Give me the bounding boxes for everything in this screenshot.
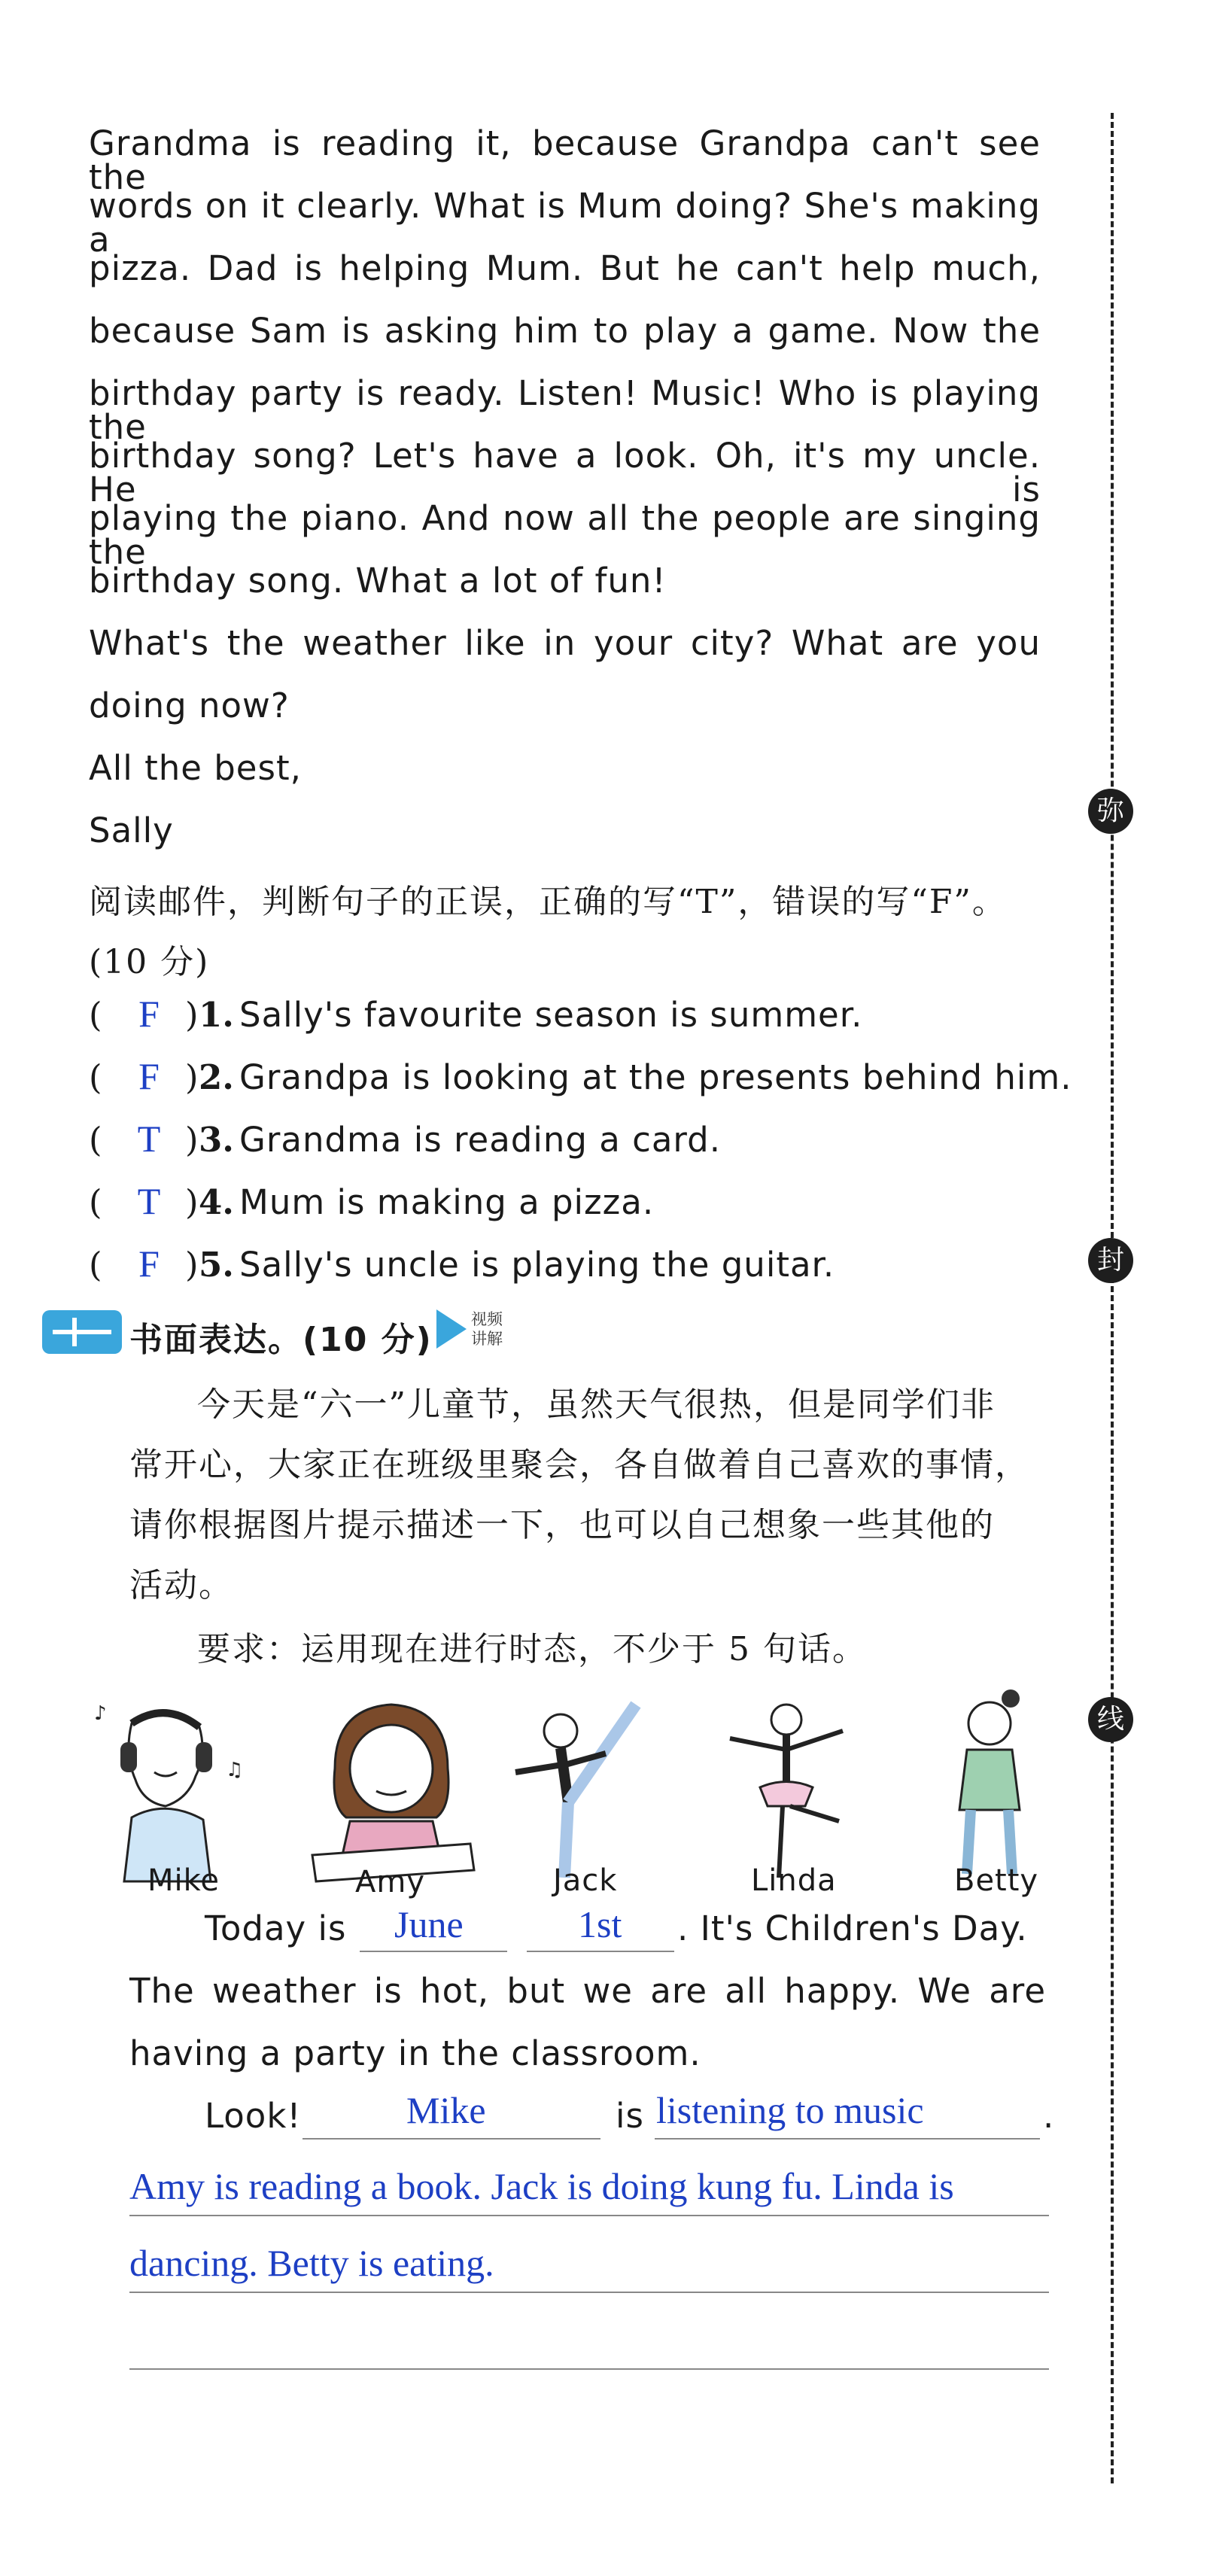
tf-answer[interactable]: F	[138, 993, 160, 1035]
tf-answer[interactable]: T	[137, 1180, 161, 1222]
binding-seal: 弥	[1088, 789, 1133, 834]
tf-number: 3.	[199, 1120, 234, 1160]
letter-line: doing now?	[89, 686, 290, 725]
reading-score: (10 分)	[89, 943, 210, 981]
tf-answer[interactable]: T	[137, 1118, 161, 1160]
video-explain-button[interactable]	[436, 1309, 534, 1352]
blank-activity[interactable]: listening to music	[656, 2089, 924, 2131]
binding-seal: 线	[1088, 1697, 1133, 1742]
character-name: Mike	[147, 1863, 220, 1898]
answer-line[interactable]: Amy is reading a book. Jack is doing kung fu. Linda is	[129, 2165, 954, 2207]
paren-close: )	[185, 1182, 199, 1222]
svg-text:♫: ♫	[226, 1759, 244, 1781]
character-name: Linda	[751, 1863, 837, 1898]
blank-underline	[655, 2138, 1040, 2140]
composition-line: The weather is hot, but we are all happy. We are	[129, 1971, 1046, 2011]
is-label: is	[616, 2096, 644, 2136]
paren-open: (	[89, 995, 102, 1035]
blank-name[interactable]: Mike	[406, 2089, 486, 2131]
composition-line: having a party in the classroom.	[129, 2033, 701, 2073]
letter-signature: Sally	[89, 811, 174, 850]
play-icon	[436, 1309, 467, 1349]
writing-line	[129, 2215, 1049, 2216]
letter-line: playing the piano. And now all the people are singing the	[89, 498, 1041, 572]
prompt-line: 今天是“六一”儿童节，虽然天气很热，但是同学们非	[197, 1385, 996, 1424]
writing-line	[129, 2292, 1049, 2293]
answer-line[interactable]: dancing. Betty is eating.	[129, 2242, 494, 2284]
letter-line: birthday song. What a lot of fun!	[89, 561, 667, 601]
paren-open: (	[89, 1120, 102, 1160]
letter-line: because Sam is asking him to play a game. Now the	[89, 311, 1041, 351]
tf-statement: Sally's favourite season is summer.	[239, 995, 863, 1035]
binding-seal: 封	[1088, 1238, 1133, 1283]
blank-underline	[303, 2138, 600, 2140]
letter-line: birthday party is ready. Listen! Music! Who is playing the	[89, 373, 1041, 447]
tf-statement: Grandma is reading a card.	[239, 1120, 722, 1160]
amy-illustration	[305, 1693, 478, 1889]
prompt-line: 常开心，大家正在班级里聚会，各自做着自己喜欢的事情，	[129, 1446, 1029, 1484]
blank-day[interactable]: 1st	[578, 1903, 622, 1945]
tf-statement: Grandpa is looking at the presents behind him.	[239, 1057, 1072, 1097]
tf-number: 2.	[199, 1057, 234, 1097]
prompt-line: 活动。	[129, 1566, 233, 1604]
period: .	[1043, 2096, 1055, 2136]
character-name: Betty	[954, 1863, 1039, 1898]
character-name: Amy	[355, 1865, 425, 1899]
blank-underline	[360, 1951, 507, 1952]
paren-close: )	[185, 1245, 199, 1285]
childrens-day-text: . It's Children's Day.	[677, 1908, 1028, 1948]
letter-line: pizza. Dad is helping Mum. But he can't help much,	[89, 248, 1041, 288]
paren-close: )	[185, 1057, 199, 1097]
letter-line: words on it clearly. What is Mum doing? She's making a	[89, 186, 1041, 260]
jack-illustration	[508, 1689, 651, 1889]
badge-stroke	[72, 1318, 77, 1346]
writing-line	[129, 2368, 1049, 2370]
tf-answer[interactable]: F	[138, 1055, 160, 1097]
betty-illustration	[937, 1682, 1042, 1889]
tf-statement: Sally's uncle is playing the guitar.	[239, 1245, 835, 1285]
svg-text:♪: ♪	[94, 1702, 107, 1725]
paren-open: (	[89, 1057, 102, 1097]
letter-line: birthday song? Let's have a look. Oh, it's my uncle. He is	[89, 436, 1041, 509]
mike-illustration	[90, 1686, 244, 1889]
letter-line: What's the weather like in your city? What are you	[89, 623, 1041, 663]
reading-instruction: 阅读邮件，判断句子的正误，正确的写“T”，错误的写“F”。	[89, 883, 1007, 921]
tf-number: 5.	[199, 1245, 234, 1285]
section-number-badge	[42, 1310, 122, 1354]
today-is-label: Today is	[205, 1908, 347, 1948]
paren-open: (	[89, 1182, 102, 1222]
letter-closing: All the best,	[89, 748, 302, 788]
look-label: Look!	[205, 2096, 302, 2136]
tf-number: 4.	[199, 1182, 234, 1222]
letter-line: Grandma is reading it, because Grandpa can't see the	[89, 123, 1041, 197]
linda-illustration	[715, 1686, 858, 1889]
paren-close: )	[185, 1120, 199, 1160]
tf-answer[interactable]: F	[138, 1242, 160, 1285]
requirement: 要求：运用现在进行时态，不少于 5 句话。	[197, 1630, 867, 1668]
tf-statement: Mum is making a pizza.	[239, 1182, 655, 1222]
video-label: 视频 讲解	[471, 1310, 503, 1348]
binding-dashed-line	[1111, 113, 1114, 2483]
character-name: Jack	[553, 1863, 618, 1898]
blank-month[interactable]: June	[394, 1903, 464, 1945]
paren-close: )	[185, 995, 199, 1035]
section-title: 书面表达。(10 分)	[129, 1321, 433, 1359]
prompt-line: 请你根据图片提示描述一下，也可以自己想象一些其他的	[129, 1506, 995, 1544]
blank-underline	[527, 1951, 674, 1952]
paren-open: (	[89, 1245, 102, 1285]
tf-number: 1.	[199, 995, 234, 1035]
badge-stroke	[53, 1330, 111, 1334]
